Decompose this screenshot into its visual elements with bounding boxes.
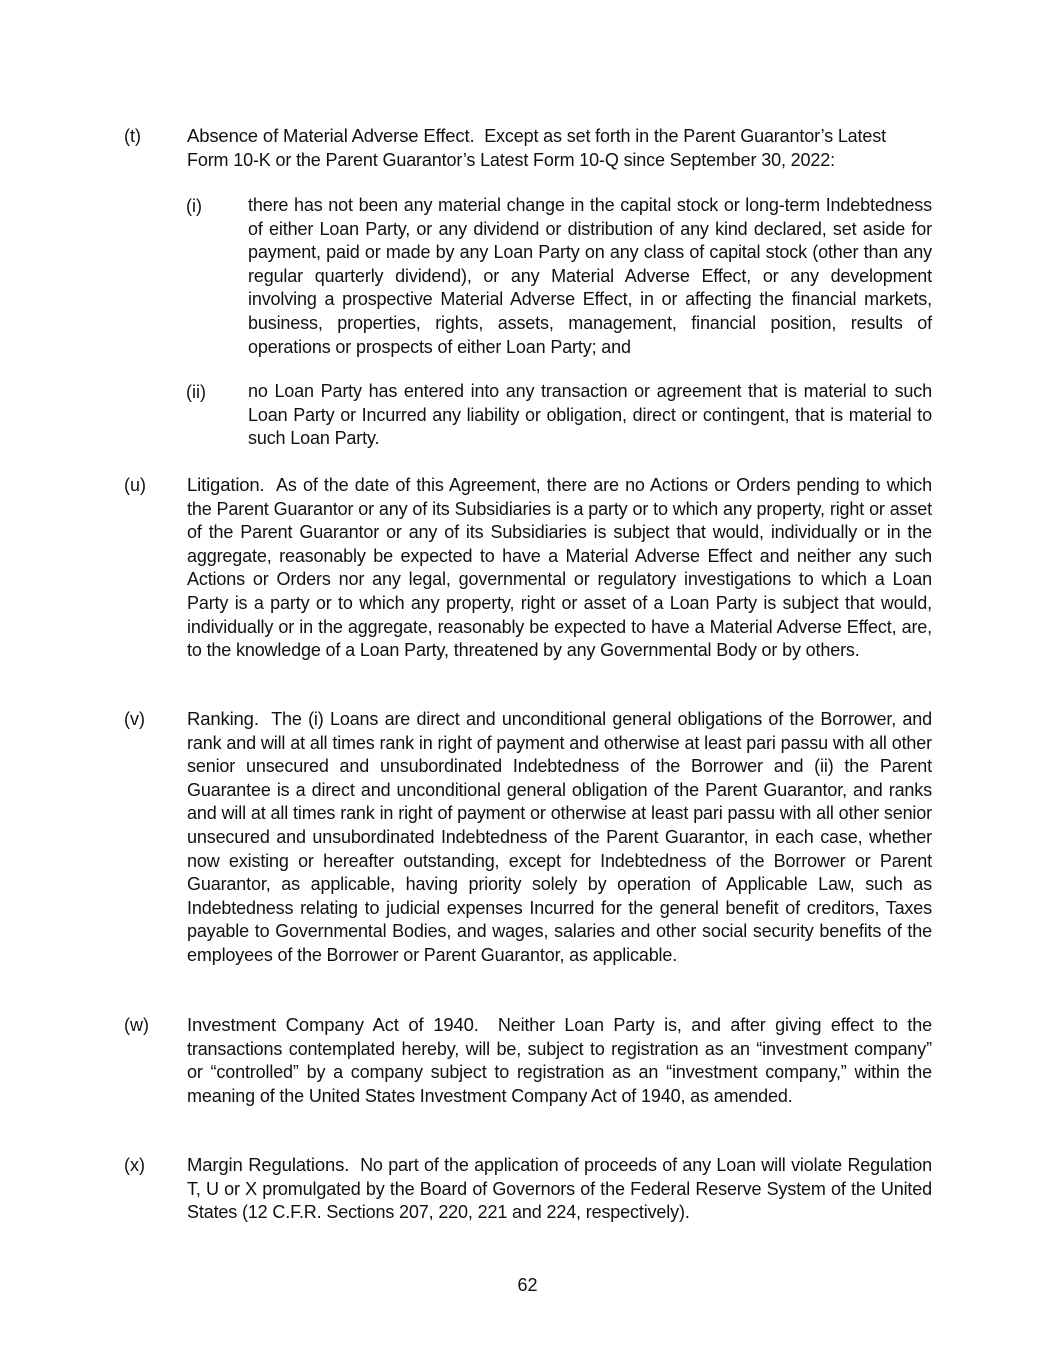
page-number: 62 — [517, 1275, 538, 1295]
subsection-label: (i) — [186, 196, 202, 216]
subsection-text: no Loan Party has entered into any transaction or agreement that is material to such Loan Party or Incurred any liability or obligation, direct or contingent, that is material to such Loan Party. — [248, 381, 932, 449]
subsection-label: (ii) — [186, 382, 206, 402]
section-label: (x) — [124, 1155, 145, 1175]
section-text: Neither Loan Party is, and after giving effect to the transactions contemplated hereby, will be, subject to registration as an “investment company” or “controlled” by a company subject to registration as an “investment company,” within the meaning of the United States Investment Company Act of 1940, as amended. — [187, 1015, 933, 1106]
section-heading: Absence of Material Adverse Effect. — [187, 125, 475, 146]
section-text: The (i) Loans are direct and unconditional general obligations of the Borrower, and rank and will at all times rank in right of payment and otherwise at least pari passu with all other senior unsecured and unsubordinated Indebtedness of the Borrower and (ii) the Parent Guarantee is a direct and unconditional general obligation of the Parent Guarantor, and ranks and will at all times rank in right of payment or otherwise at least pari passu with all other senior unsecured and unsubordinated Indebtedness of the Parent Guarantor, in each case, whether now existing or hereafter outstanding, except for Indebtedness of the Borrower or Parent Guarantor, as applicable, having priority solely by operation of Applicable Law, such as Indebtedness relating to judicial expenses Incurred for the general benefit of creditors, Taxes payable to Governmental Bodies, and wages, salaries and other social security benefits of the employees of the Borrower or Parent Guarantor, as applicable. — [187, 709, 932, 965]
section-text: As of the date of this Agreement, there are no Actions or Orders pending to which the Parent Guarantor or any of its Subsidiaries is a party or to which any property, right or asset of the Parent Guarantor or any of its Subsidiaries is subject that would, individually or in the aggregate, reasonably be expected to have a Material Adverse Effect and neither any such Actions or Orders nor any legal, governmental or regulatory investigations to which a Loan Party is a party or to which any property, right or asset of a Loan Party is subject that would, individually or in the aggregate, reasonably be expected to have a Material Adverse Effect, are, to the knowledge of a Loan Party, threatened by any Governmental Body or by others. — [187, 475, 932, 661]
section-heading: Margin Regulations. — [187, 1154, 350, 1175]
section-label: (t) — [124, 126, 141, 146]
section-body — [187, 1153, 932, 1225]
section-heading: Investment Company Act of 1940. — [187, 1014, 479, 1035]
section-heading: Ranking. — [187, 708, 259, 729]
section-body — [187, 1013, 932, 1108]
section-text: No part of the application of proceeds of any Loan will violate Regulation T, U or X promulgated by the Board of Governors of the Federal Reserve System of the United States (12 C.F.R. Sections 207, 220, 221 and 224, respectively). — [187, 1155, 933, 1223]
section-label: (w) — [124, 1015, 149, 1035]
section-body — [187, 707, 932, 968]
section-text: Except as set forth in the Parent Guarantor’s Latest Form 10-K or the Parent Guarantor’s Latest Form 10-Q since September 30, 2022: — [187, 126, 886, 170]
subsection-text: there has not been any material change in the capital stock or long-term Indebtedness of either Loan Party, or any dividend or distribution of any kind declared, set aside for payment, paid or made by any Loan Party on any class of capital stock (other than any regular quarterly dividend), or any Material Adverse Effect, or any development involving a prospective Material Adverse Effect, in or affecting the financial markets, business, properties, rights, assets, management, financial position, results of operations or prospects of either Loan Party; and — [248, 195, 932, 357]
section-heading: Litigation. — [187, 474, 265, 495]
section-body — [187, 124, 932, 172]
section-label: (u) — [124, 475, 146, 495]
section-label: (v) — [124, 709, 145, 729]
section-body — [187, 473, 932, 663]
